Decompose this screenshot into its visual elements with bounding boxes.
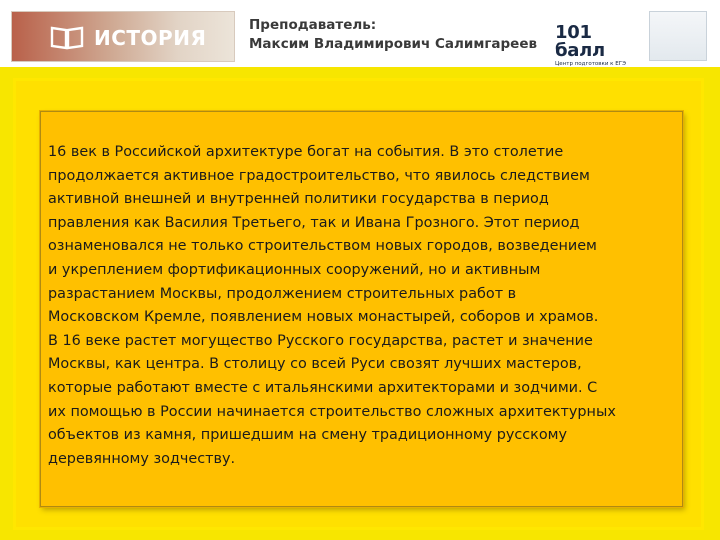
brand-logo [555,24,631,68]
teacher-info [249,16,537,54]
header [0,0,720,68]
logo-main-text: 101 балл [555,22,605,61]
content-paragraph: 16 век в Российской архитектуре богат на события. В это столетие продолжается активное градостроительство, что явилось следствием активной внешней и внутренней политики государства в период правления как Василия Третьего, так и Ивана Грозного. Этот период ознаменовался не только строительством новых городов, возведением и укреплением фортификационных сооружений, но и активным разрастанием Москвы, продолжением строительных работ в Московском Кремле, появлением новых монастырей, соборов и храмов. В 16 веке растет могущество Русского государства, растет и значение Москвы, как центра. В столицу со всей Руси свозят лучших мастеров, которые работают вместе с итальянскими архитекторами и зодчими. С их помощью в России начинается строительство сложных архитектурных объектов из камня, пришедшим на смену традиционному русскому деревянному зодчеству. [48,144,616,467]
slide-thumbnail [649,11,707,61]
subject-title: ИСТОРИЯ [94,26,207,50]
teacher-label: Преподаватель: [249,17,377,33]
teacher-name: Максим Владимирович Салимгареев [249,36,538,52]
logo-sub-text: Центр подготовки к ЕГЭ [555,61,626,67]
book-icon [50,24,84,50]
subject-banner [11,11,235,62]
